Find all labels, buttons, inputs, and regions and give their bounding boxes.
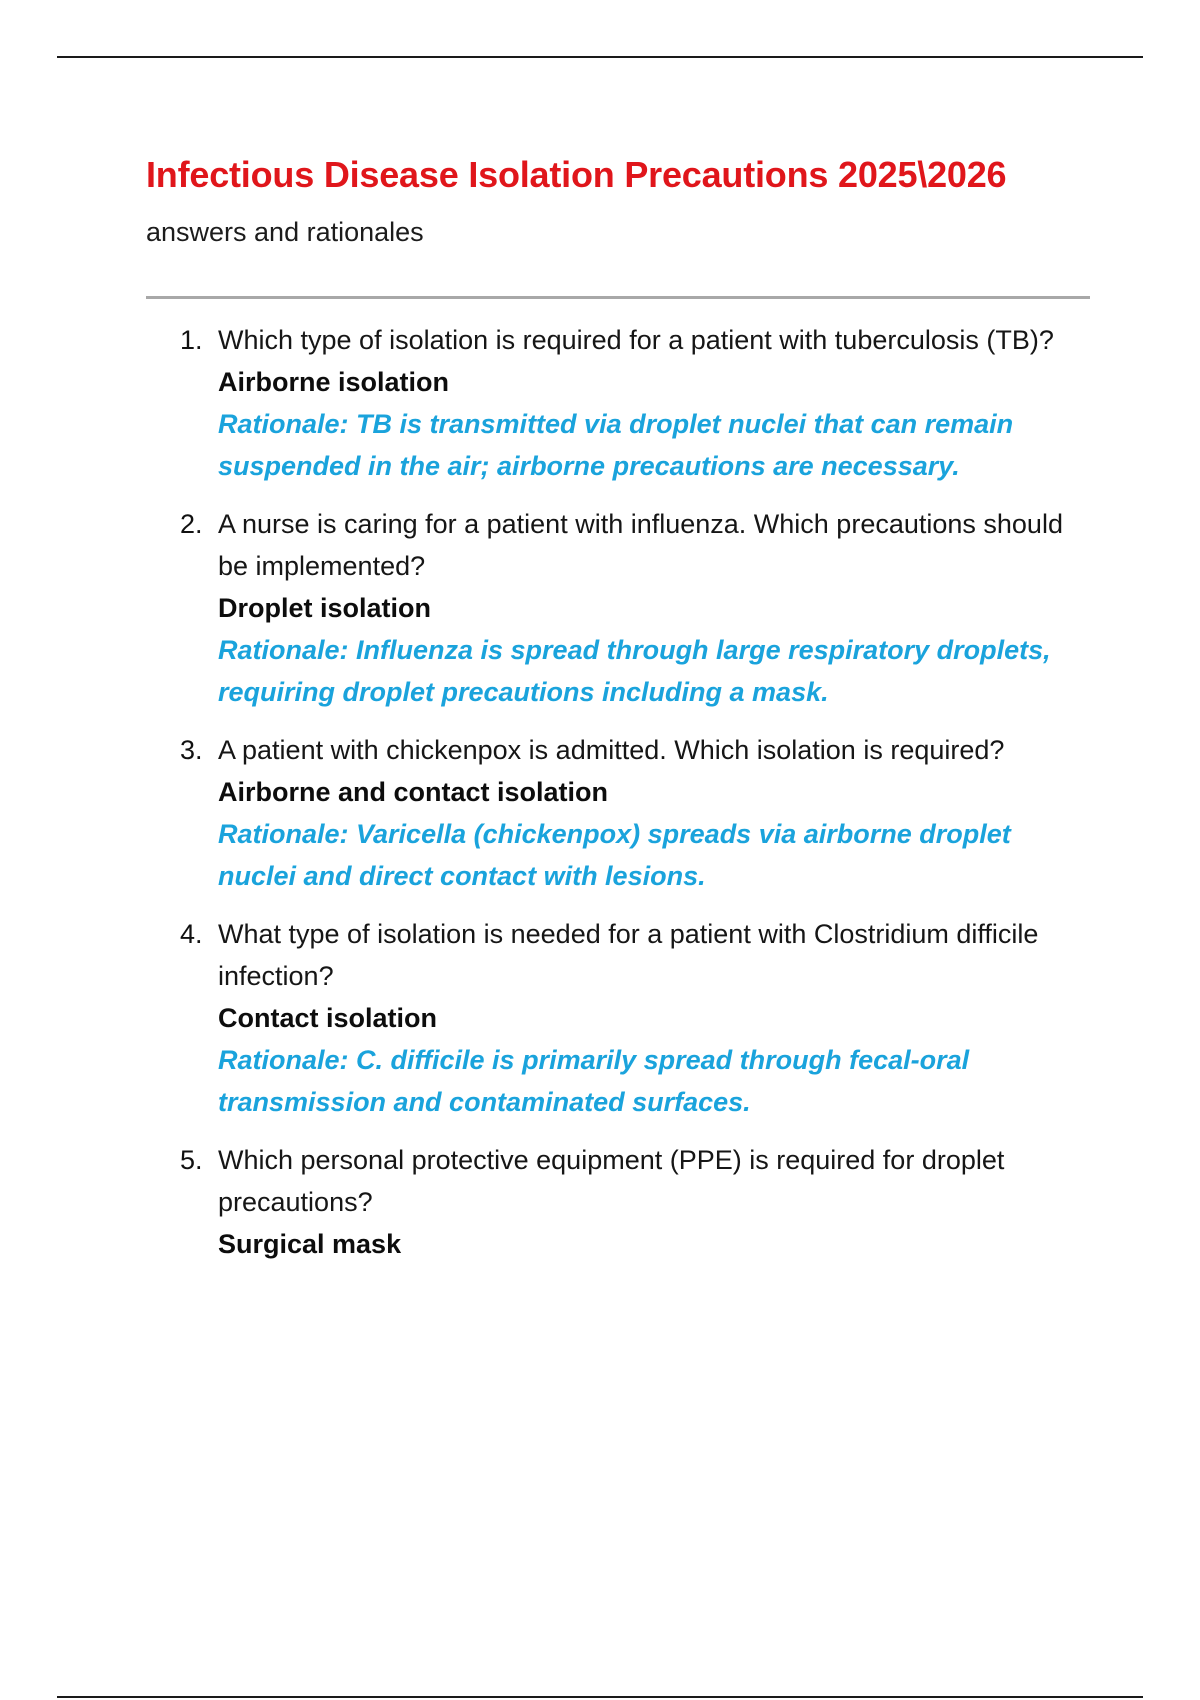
- answer-text: Airborne and contact isolation: [218, 777, 609, 807]
- rationale-text: Rationale: C. difficile is primarily spread through fecal-oral transmission and contaminated surfaces.: [218, 1045, 970, 1117]
- question-number: 4.: [180, 919, 203, 949]
- title-divider: [146, 296, 1090, 299]
- document-content: [146, 150, 1090, 1281]
- question-number: 2.: [180, 509, 203, 539]
- answer-text: Airborne isolation: [218, 367, 450, 397]
- page-bottom-rule: [57, 1696, 1143, 1698]
- question-text: Which type of isolation is required for a patient with tuberculosis (TB)?: [218, 325, 1054, 355]
- answer-text: Surgical mask: [218, 1229, 402, 1259]
- document-title: Infectious Disease Isolation Precautions 2025\2026: [146, 154, 1007, 195]
- document-subtitle: answers and rationales: [146, 217, 424, 247]
- question-item-3: [146, 729, 1090, 897]
- rationale-text: Rationale: TB is transmitted via droplet nuclei that can remain suspended in the air; airborne precautions are necessary.: [218, 409, 1014, 481]
- question-number: 1.: [180, 325, 203, 355]
- question-text: A nurse is caring for a patient with influenza. Which precautions should be implemented?: [218, 509, 1063, 581]
- question-list: [146, 319, 1090, 1265]
- question-text: What type of isolation is needed for a patient with Clostridium difficile infection?: [218, 919, 1039, 991]
- question-text: A patient with chickenpox is admitted. Which isolation is required?: [218, 735, 1005, 765]
- question-item-5: [146, 1139, 1090, 1265]
- question-number: 5.: [180, 1145, 203, 1175]
- question-item-2: [146, 503, 1090, 713]
- question-item-1: [146, 319, 1090, 487]
- rationale-text: Rationale: Influenza is spread through large respiratory droplets, requiring droplet precautions including a mask.: [218, 635, 1051, 707]
- question-number: 3.: [180, 735, 203, 765]
- rationale-text: Rationale: Varicella (chickenpox) spreads via airborne droplet nuclei and direct contact with lesions.: [218, 819, 1011, 891]
- question-item-4: [146, 913, 1090, 1123]
- question-text: Which personal protective equipment (PPE) is required for droplet precautions?: [218, 1145, 1005, 1217]
- page-top-rule: [57, 56, 1143, 58]
- answer-text: Droplet isolation: [218, 593, 432, 623]
- answer-text: Contact isolation: [218, 1003, 438, 1033]
